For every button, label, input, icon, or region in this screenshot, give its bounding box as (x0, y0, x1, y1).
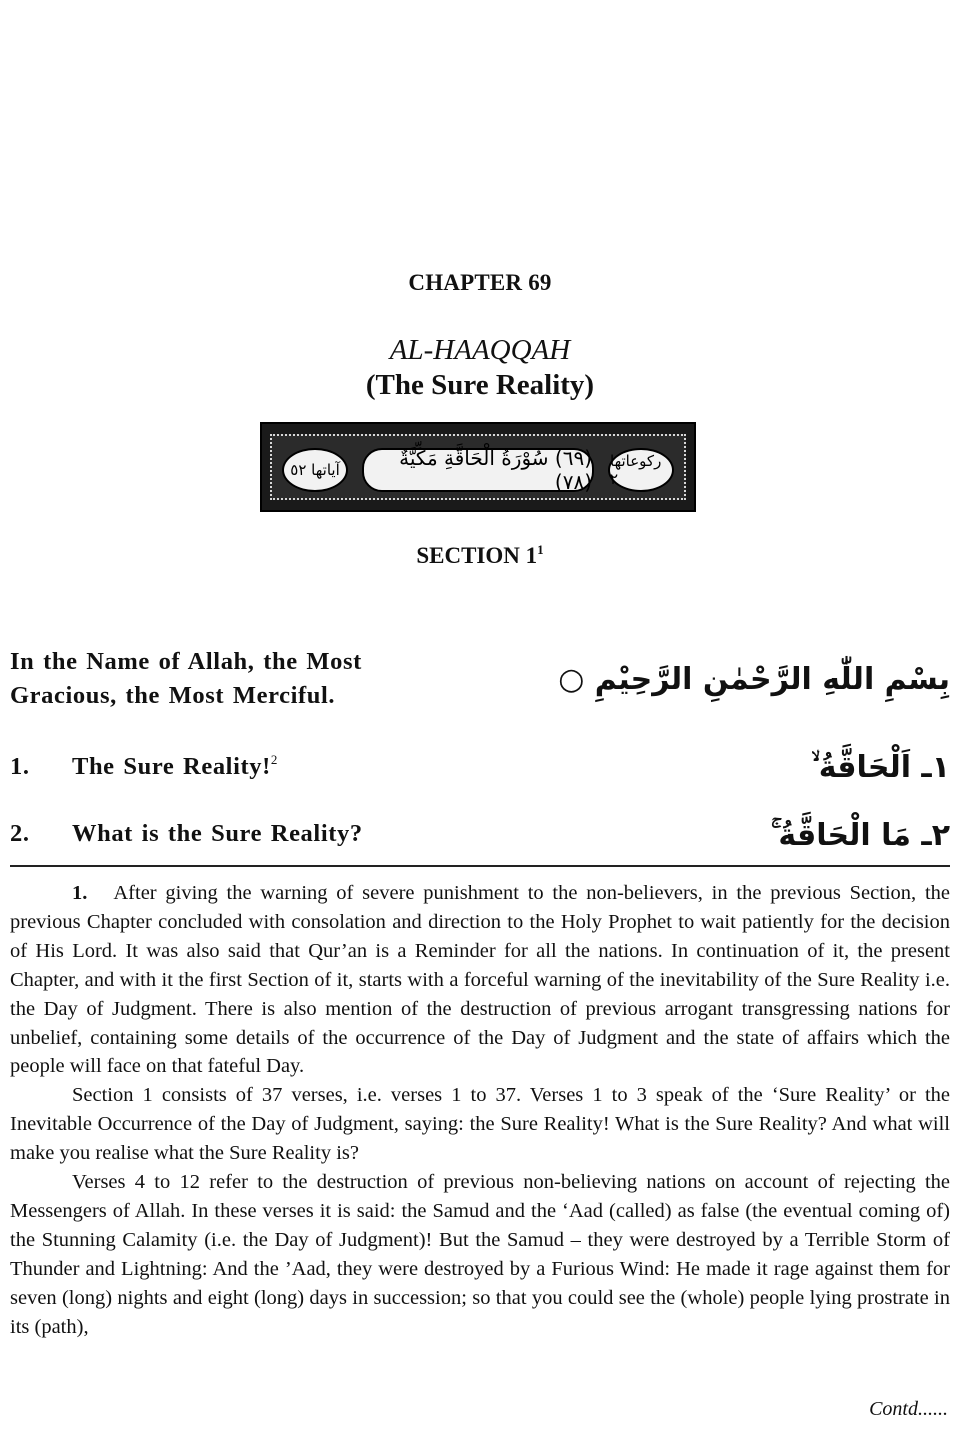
banner-ornament-border (270, 434, 686, 500)
verse-1-english (10, 752, 278, 781)
commentary-paragraph-1 (10, 879, 950, 1081)
section-footnote-ref: 1 (537, 542, 544, 557)
commentary (10, 879, 950, 1342)
opening-arabic: بِسْمِ اللّٰهِ الرَّحْمٰنِ الرَّحِيْمِ ○ (558, 662, 950, 697)
surah-name: AL-HAAQQAH (389, 334, 571, 366)
section-heading (0, 542, 960, 569)
verse-text: What is the Sure Reality? (72, 820, 363, 847)
verse-1-arabic: ١ـ اَلْحَاقَّةُ ۙ (811, 750, 950, 785)
commentary-text-1: After giving the warning of severe punishment to the non-believers, in the previous Section, the previous Chapter concluded with consolation and direction to the Holy Prophet to wait patiently for the decision of His Lord. It was also said that Qur’an is a Reminder for all the nations. In continuation of it, the present Chapter, and with it the first Section of it, starts with a forceful warning of the inevitability of the Sure Reality i.e. the Day of Judgment. There is also mention of the destruction of previous arrogant transgressing nations for unbelief, containing some details of the occurrence of the Day of Judgment and the state of affairs which the people will face on that fateful Day. (10, 882, 950, 1078)
footnote-divider (10, 865, 950, 867)
verse-2-arabic: ٢ـ مَا الْحَاقَّةُ ۚ (770, 818, 950, 853)
opening-line-1: In the Name of Allah, the Most (10, 648, 362, 675)
banner-surah-title: (٦٩) سُوْرَةُ الْحَاقَّةِ مَكِّيَّةٌ (٧٨) (362, 448, 594, 492)
verse-footnote-ref: 2 (270, 752, 278, 767)
banner-ruku-count: ركوعاتها ٢ (608, 448, 674, 492)
note-number: 1. (72, 882, 88, 904)
commentary-paragraph-3: Verses 4 to 12 refer to the destruction of previous non-believing nations on account of rejecting the Messengers of Allah. In these verses it is said: the Samud and the ‘Aad (called) as false (the eventual coming of) the Stunning Calamity (i.e. the Day of Judgment)! But the Samud – they were destroyed by a Terrible Storm of Thunder and Lightning: And the ’Aad, they were destroyed by a Furious Wind: He made it rage against them for seven (long) nights and eight (long) days in succession; so that you could see the (whole) people lying prostrate in its (path), (10, 1171, 950, 1338)
verse-2-english (10, 820, 363, 848)
chapter-number: CHAPTER 69 (408, 270, 552, 295)
banner-verse-count: آياتها ٥٢ (282, 448, 348, 492)
section-label: SECTION 1 (416, 543, 538, 568)
verse-number: 1. (10, 753, 30, 780)
surah-meaning: (The Sure Reality) (365, 369, 595, 401)
continued-label: Contd...... (869, 1398, 948, 1420)
commentary-paragraph-2: Section 1 consists of 37 verses, i.e. verses 1 to 37. Verses 1 to 3 speak of the ‘Sure Reality’ or the Inevitable Occurrence of the Day of Judgment, saying: the Sure Reality! What is the Sure Reality? And what will make you realise what the Sure Reality is? (10, 1084, 950, 1165)
verse-text: The Sure Reality! (72, 753, 271, 780)
verse-number: 2. (10, 820, 30, 847)
opening-line-2: Gracious, the Most Merciful. (10, 682, 336, 709)
surah-title-banner (260, 422, 696, 512)
